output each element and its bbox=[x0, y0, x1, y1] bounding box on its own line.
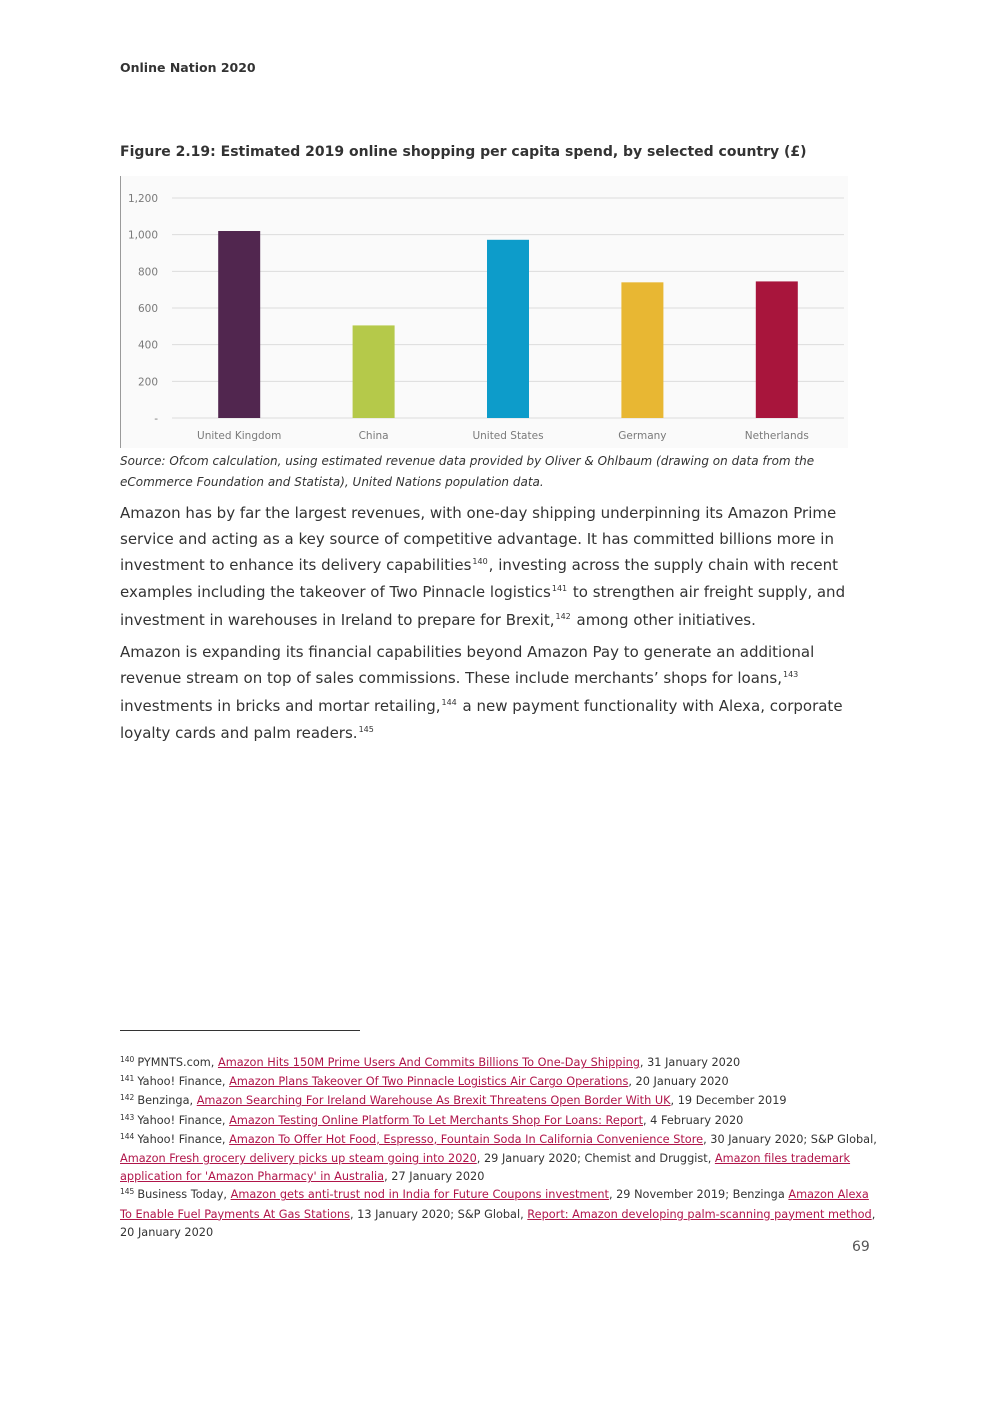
footnote-number: 140 bbox=[120, 1055, 135, 1064]
footnote-link[interactable]: Amazon Hits 150M Prime Users And Commits Billions To One-Day Shipping bbox=[217, 1056, 640, 1069]
footnote-ref-145[interactable]: 145 bbox=[358, 725, 374, 735]
para2-text-3: a new payment functionality with Alexa, corporate loyalty cards and palm readers. bbox=[120, 696, 843, 743]
footnote-date: , 19 December 2019 bbox=[670, 1094, 787, 1108]
bar-netherlands bbox=[756, 281, 798, 418]
page-number: 69 bbox=[852, 1239, 870, 1255]
y-tick-label: - bbox=[154, 413, 158, 425]
footnote-link[interactable]: Report: Amazon developing palm-scanning payment method bbox=[527, 1207, 872, 1221]
footnote-link[interactable]: Amazon gets anti-trust nod in India for Future Coupons investment bbox=[230, 1188, 609, 1202]
footnote-link[interactable]: Amazon Testing Online Platform To Let Merchants Shop For Loans: Report bbox=[229, 1113, 643, 1127]
footnote-date: , 4 February 2020 bbox=[643, 1113, 744, 1127]
footnote-date: , 31 January 2020 bbox=[639, 1056, 741, 1069]
footnote-ref-140[interactable]: 140 bbox=[472, 556, 488, 566]
x-tick-label: Germany bbox=[618, 430, 667, 442]
y-tick-label: 1,200 bbox=[127, 193, 158, 205]
y-tick-label: 1,000 bbox=[127, 229, 158, 242]
footnote-141 bbox=[120, 1073, 880, 1092]
running-header: Online Nation 2020 bbox=[120, 60, 256, 75]
footnote-text: , 30 January 2020; S&P Global, bbox=[703, 1132, 877, 1146]
footnote-text: , 13 January 2020; S&P Global, bbox=[349, 1207, 528, 1221]
x-tick-label: United States bbox=[472, 430, 544, 442]
footnote-number: 145 bbox=[120, 1187, 135, 1197]
x-tick-label: China bbox=[358, 430, 389, 442]
footnote-publisher: Yahoo! Finance, bbox=[137, 1132, 230, 1146]
footnote-text: , 29 November 2019; Benzinga bbox=[608, 1188, 789, 1202]
footnote-link[interactable]: Amazon Alexa To Enable Fuel Payments At Gas Stations bbox=[120, 1188, 869, 1221]
body-paragraph-2 bbox=[120, 640, 872, 749]
para1-text-2: , investing across the supply chain with recent examples including the takeover of Two Pinnacle logistics bbox=[120, 555, 838, 602]
footnote-link[interactable]: Amazon Fresh grocery delivery picks up steam going into 2020 bbox=[120, 1152, 477, 1166]
footnote-number: 141 bbox=[120, 1074, 135, 1084]
para2-text-2: investments in bricks and mortar retailing, bbox=[120, 696, 441, 715]
footnote-145 bbox=[120, 1186, 880, 1242]
footnote-publisher: Yahoo! Finance, bbox=[137, 1075, 230, 1089]
footnote-ref-142[interactable]: 142 bbox=[555, 612, 571, 622]
footnote-link[interactable]: Amazon To Offer Hot Food, Espresso, Fountain Soda In California Convenience Store bbox=[229, 1132, 704, 1146]
bar-china bbox=[353, 325, 395, 418]
footnote-143 bbox=[120, 1112, 880, 1131]
y-tick-label: 200 bbox=[137, 376, 158, 389]
footnote-ref-141[interactable]: 141 bbox=[551, 584, 568, 594]
footnote-144 bbox=[120, 1131, 880, 1187]
para1-text-3: to strengthen air freight supply, and investment in warehouses in Ireland to prepare for Brexit, bbox=[120, 583, 846, 630]
footnote-publisher: Benzinga, bbox=[137, 1094, 197, 1108]
bar-united-states bbox=[487, 240, 529, 418]
footnote-publisher: PYMNTS.com, bbox=[137, 1056, 218, 1069]
footnote-publisher: Yahoo! Finance, bbox=[137, 1113, 230, 1127]
footnote-ref-144[interactable]: 144 bbox=[441, 697, 457, 707]
footnote-link[interactable]: Amazon files trademark application for 'Amazon Pharmacy' in Australia bbox=[120, 1152, 851, 1184]
para1-text-4: among other initiatives. bbox=[571, 611, 756, 630]
footnote-number: 144 bbox=[120, 1131, 135, 1141]
para1-text-1: Amazon has by far the largest revenues, with one-day shipping underpinning its Amazon Prime service and acting as a key source of competitive advantage. It has committed billions more in investment to enhance its delivery capabilities bbox=[120, 504, 837, 574]
x-tick-label: United Kingdom bbox=[197, 430, 282, 442]
figure-source: Source: Ofcom calculation, using estimated revenue data provided by Oliver & Ohlbaum (drawing on data from the eCommerce Foundation and Statista), United Nations population data. bbox=[120, 454, 815, 489]
body-paragraph-1 bbox=[120, 501, 872, 636]
y-tick-label: 400 bbox=[137, 339, 158, 352]
footnotes bbox=[120, 1054, 880, 1242]
y-tick-label: 600 bbox=[137, 303, 158, 315]
figure-title: Figure 2.19: Estimated 2019 online shopping per capita spend, by selected country (£) bbox=[120, 144, 807, 160]
footnote-date: , 20 January 2020 bbox=[120, 1207, 876, 1239]
bar-united-kingdom bbox=[218, 231, 260, 418]
footnote-number: 143 bbox=[120, 1112, 135, 1122]
footnote-separator bbox=[120, 1030, 360, 1031]
footnote-text: , 29 January 2020; Chemist and Druggist, bbox=[476, 1152, 715, 1166]
footnote-142 bbox=[120, 1092, 880, 1111]
footnote-date: , 20 January 2020 bbox=[628, 1075, 729, 1089]
bar-chart bbox=[120, 176, 848, 448]
footnote-date: , 27 January 2020 bbox=[384, 1170, 485, 1184]
bar-germany bbox=[621, 282, 663, 418]
x-tick-label: Netherlands bbox=[744, 430, 809, 442]
footnote-link[interactable]: Amazon Plans Takeover Of Two Pinnacle Logistics Air Cargo Operations bbox=[229, 1075, 629, 1089]
footnote-number: 142 bbox=[120, 1093, 135, 1103]
footnote-140 bbox=[120, 1054, 880, 1073]
para2-text-1: Amazon is expanding its financial capabilities beyond Amazon Pay to generate an additional revenue stream on top of sales commissions. These include merchants’ shops for loans, bbox=[120, 643, 815, 687]
y-tick-label: 800 bbox=[137, 266, 158, 279]
footnote-ref-143[interactable]: 143 bbox=[783, 669, 799, 679]
footnote-link[interactable]: Amazon Searching For Ireland Warehouse As Brexit Threatens Open Border With UK bbox=[196, 1094, 671, 1108]
footnote-publisher: Business Today, bbox=[137, 1188, 231, 1202]
